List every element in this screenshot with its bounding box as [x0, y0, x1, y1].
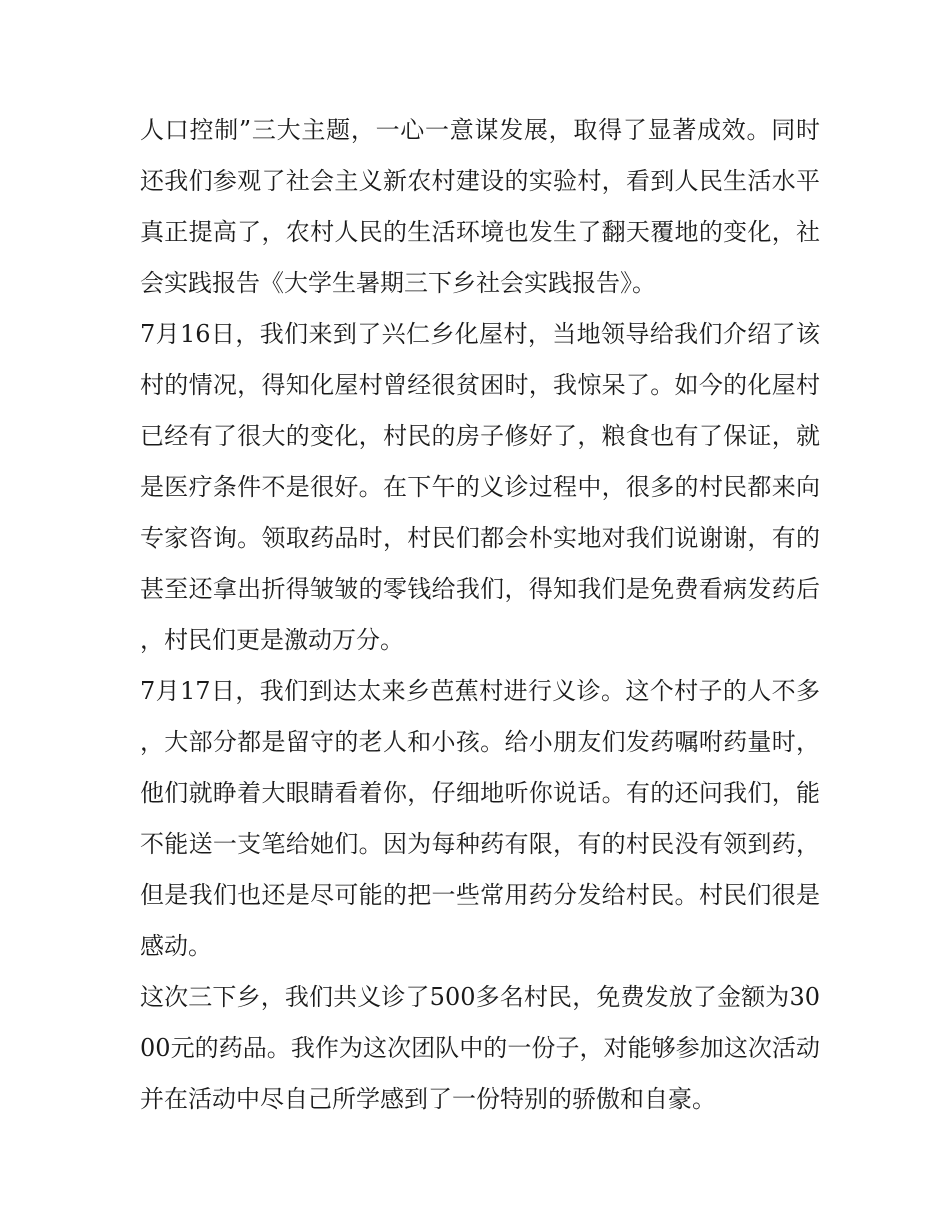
paragraph-july-17: 7月17日，我们到达太来乡芭蕉村进行义诊。这个村子的人不多，大部分都是留守的老人和小孩。给小朋友们发药嘱咐药量时，他们就睁着大眼睛看着你，仔细地听你说话。有的还问我们，能不能送一支笔给她们。因为每种药有限，有的村民没有领到药，但是我们也还是尽可能的把一些常用药分发给村民。村民们很是感动。: [140, 677, 820, 960]
paragraph-intro-conclusion: 人口控制”三大主题，一心一意谋发展，取得了显著成效。同时还我们参观了社会主义新农村建设的实验村，看到人民生活水平真正提高了，农村人民的生活环境也发生了翻天覆地的变化，社会实践报告《大学生暑期三下乡社会实践报告》。: [140, 116, 820, 297]
paragraph-july-16: 7月16日，我们来到了兴仁乡化屋村，当地领导给我们介绍了该村的情况，得知化屋村曾经很贫困时，我惊呆了。如今的化屋村已经有了很大的变化，村民的房子修好了，粮食也有了保证，就是医疗条件不是很好。在下午的义诊过程中，很多的村民都来向专家咨询。领取药品时，村民们都会朴实地对我们说谢谢，有的甚至还拿出折得皱皱的零钱给我们，得知我们是免费看病发药后，村民们更是激动万分。: [140, 320, 820, 654]
paragraph-summary: 这次三下乡，我们共义诊了500多名村民，免费发放了金额为3000元的药品。我作为这次团队中的一份子，对能够参加这次活动并在活动中尽自己所学感到了一份特别的骄傲和自豪。: [140, 983, 820, 1113]
document-body: [140, 105, 820, 1125]
